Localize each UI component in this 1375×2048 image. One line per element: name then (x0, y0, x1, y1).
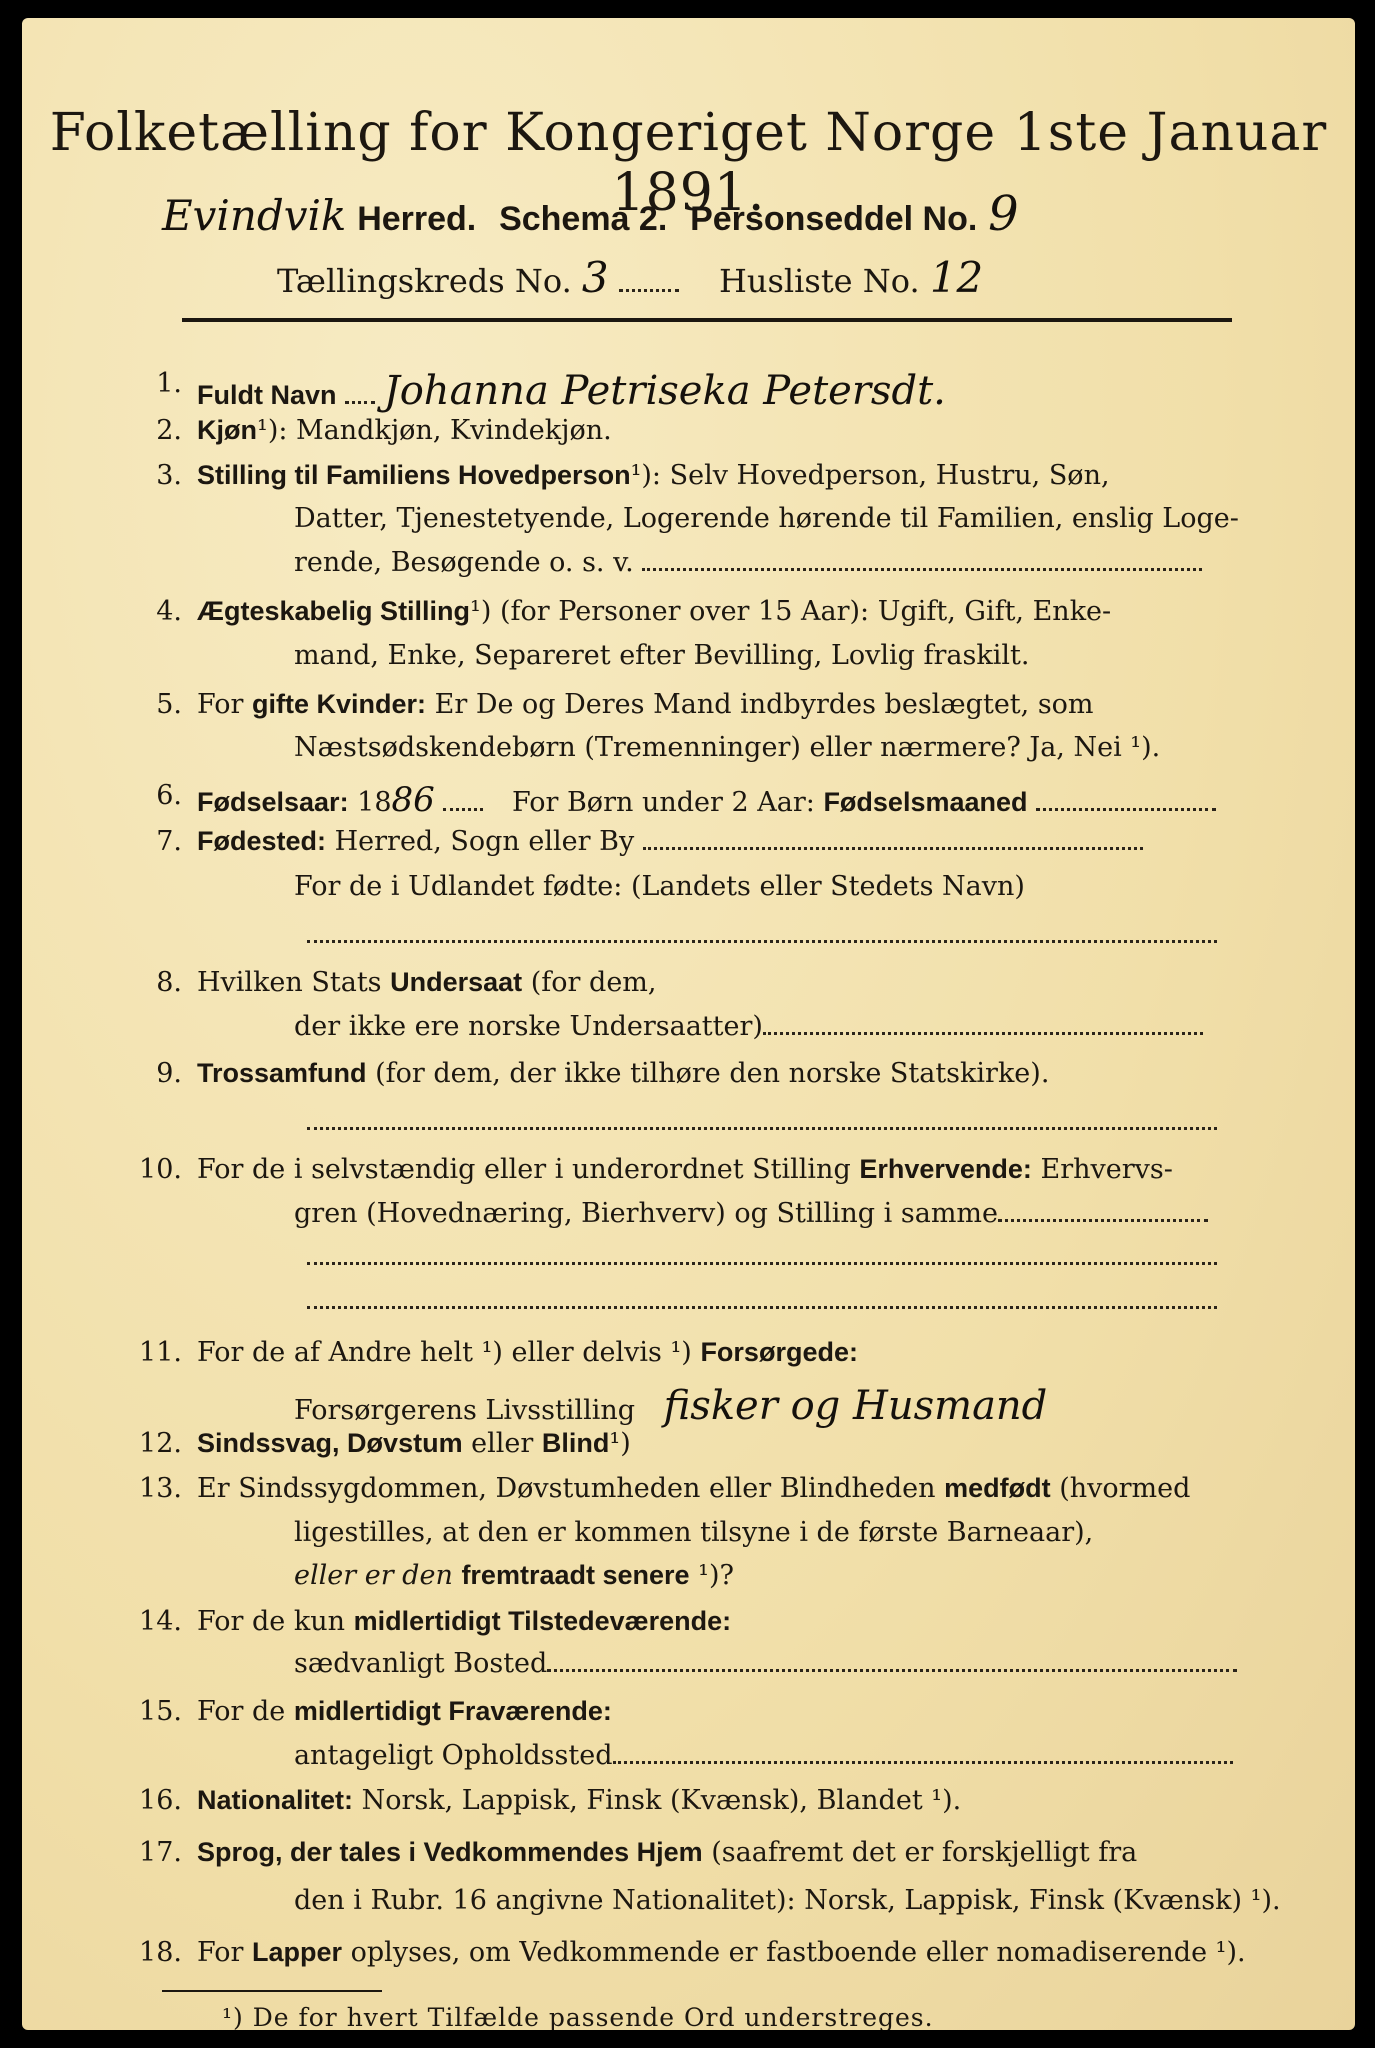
item-label: Fødselsaar: (197, 786, 349, 817)
census-form (22, 18, 1355, 2030)
item-4-line2: mand, Enke, Separeret efter Bevilling, Lovlig fraskilt. (294, 639, 1030, 671)
taellingskreds-label: Tællingskreds No. (277, 262, 572, 300)
item-5-line2: Næstsødskendebørn (Tremenninger) eller nærmere? Ja, Nei ¹). (294, 732, 1161, 764)
item-number: 1. (156, 368, 182, 400)
personseddel-number: 9 (988, 186, 1019, 242)
item-label: Fuldt Navn (197, 380, 337, 411)
item-3-line2: Datter, Tjenestetyende, Logerende hørende til Familien, enslig Loge- (294, 503, 1239, 535)
item-7-blank (307, 919, 1217, 950)
item-7: Fødested: Herred, Sogn eller By (197, 826, 1143, 857)
item-7-line2: For de i Udlandet fødte: (Landets eller Stedets Navn) (294, 871, 1025, 903)
footnote-rule (162, 1990, 382, 1992)
item-number: 3. (156, 459, 182, 491)
item-number: 16. (139, 1784, 182, 1816)
item-10: For de i selvstændig eller i underordnet Stilling Erhvervende: Erhvervs- (197, 1154, 1173, 1186)
item-number: 13. (139, 1473, 182, 1505)
item-10-line2: gren (Hovednæring, Bierhverv) og Stilling i samme (294, 1198, 1208, 1229)
item-13-line2: ligestilles, at den er kommen tilsyne i de første Barneaar), (294, 1516, 1094, 1548)
item-18: For Lapper oplyses, om Vedkommende er fastboende eller nomadiserende ¹). (197, 1936, 1246, 1968)
item-11: For de af Andre helt ¹) eller delvis ¹) Forsørgede: (197, 1336, 858, 1368)
herred-line (162, 186, 1019, 242)
item-12: Sindssvag, Døvstum eller Blind¹) (197, 1428, 631, 1460)
item-17: Sprog, der tales i Vedkommendes Hjem (saafremt det er forskjelligt fra (197, 1836, 1138, 1868)
provider-occupation-handwritten: fisker og Husmand (663, 1382, 1048, 1429)
header-rule (182, 318, 1232, 322)
item-5: For gifte Kvinder: Er De og Deres Mand indbyrdes beslægtet, som (197, 688, 1094, 720)
item-13-line3: eller er den fremtraadt senere ¹)? (294, 1560, 734, 1592)
item-number: 8. (156, 967, 182, 998)
item-label: Kjøn (197, 414, 257, 445)
item-label: Sprog, der tales i Vedkommendes Hjem (197, 1836, 703, 1867)
schema-label: Schema 2. (499, 200, 668, 238)
taellingskreds-number: 3 (581, 253, 609, 302)
item-number: 5. (156, 688, 182, 720)
husliste-label: Husliste No. (718, 262, 920, 300)
item-4 (197, 596, 1111, 627)
item-label: Stilling til Familiens Hovedperson (197, 459, 631, 490)
footnote: ¹) De for hvert Tilfælde passende Ord understreges. (222, 2002, 934, 2030)
item-number: 14. (139, 1606, 182, 1638)
item-17-line2: den i Rubr. 16 angivne Nationalitet): Norsk, Lappisk, Finsk (Kvænsk) ¹). (294, 1884, 1281, 1916)
item-1 (197, 368, 946, 414)
item-number: 11. (139, 1336, 182, 1368)
item-15-line2: antageligt Opholdssted (294, 1740, 1233, 1771)
item-3-line3: rende, Besøgende o. s. v. (294, 547, 1202, 578)
item-9-blank (307, 1106, 1217, 1137)
item-label: Forsørgede: (700, 1336, 858, 1367)
item-number: 12. (139, 1428, 182, 1460)
item-label: Trossamfund (197, 1058, 367, 1089)
item-label: Undersaat (390, 967, 523, 997)
item-label: gifte Kvinder: (252, 688, 427, 719)
item-10-blank2 (307, 1285, 1217, 1316)
birth-year-handwritten: 86 (391, 779, 435, 820)
full-name-handwritten: Johanna Petriseka Petersdt. (383, 368, 946, 415)
item-number: 15. (139, 1696, 182, 1728)
item-number: 17. (139, 1836, 182, 1868)
item-label: Lapper (252, 1936, 343, 1967)
item-number: 4. (156, 596, 182, 628)
item-label: Fødested: (197, 826, 327, 857)
item-8: Hvilken Stats Undersaat (for dem, (197, 967, 657, 998)
item-16: Nationalitet: Norsk, Lappisk, Finsk (Kvænsk), Blandet ¹). (197, 1784, 962, 1816)
item-text: Er De og Deres Mand indbyrdes beslægtet, som (434, 688, 1094, 720)
herred-label: Herred. (357, 200, 477, 238)
item-number: 9. (156, 1058, 182, 1090)
personseddel-label: Personseddel No. (690, 200, 978, 238)
husliste-number: 12 (929, 253, 984, 302)
item-label: Nationalitet: (197, 1784, 354, 1815)
item-11-line2: Forsørgerens Livsstilling fisker og Husmand (294, 1382, 1048, 1429)
item-2 (197, 415, 612, 446)
item-9: Trossamfund (for dem, der ikke tilhøre den norske Statskirke). (197, 1058, 1050, 1090)
item-label: Erhvervende: (859, 1154, 1032, 1185)
item-label: Sindssvag, Døvstum (197, 1428, 463, 1459)
herred-handwritten: Evindvik (162, 191, 347, 240)
item-14: For de kun midlertidigt Tilstedeværende: (197, 1606, 732, 1638)
item-14-line2: sædvanligt Bosted (294, 1648, 1237, 1679)
item-text: ¹) (for Personer over 15 Aar): Ugift, Gift, Enke- (470, 596, 1112, 628)
item-text: ¹): Selv Hovedperson, Hustru, Søn, (630, 459, 1110, 491)
item-3 (197, 460, 1110, 491)
item-label: midlertidigt Fraværende: (293, 1696, 612, 1727)
item-label: Ægteskabelig Stilling (197, 596, 471, 627)
item-text: ¹): Mandkjøn, Kvindekjøn. (257, 414, 612, 446)
item-number: 6. (156, 779, 182, 811)
taellingskreds-line (277, 253, 983, 302)
item-number: 7. (156, 826, 182, 858)
item-number: 18. (139, 1936, 182, 1968)
item-8-line2: der ikke ere norske Undersaatter) (294, 1011, 1203, 1042)
item-6: Fødselsaar: 1886 For Børn under 2 Aar: Fødselsmaaned (197, 780, 1216, 820)
item-10-blank1 (307, 1241, 1217, 1272)
item-13: Er Sindssygdommen, Døvstumheden eller Blindheden medfødt (hvormed (197, 1473, 1191, 1505)
form-title: Folketælling for Kongeriget Norge 1ste Januar 1891. (49, 103, 1328, 223)
item-number: 2. (156, 414, 182, 446)
item-label: medfødt (944, 1473, 1051, 1504)
item-label: midlertidigt Tilstedeværende: (353, 1606, 732, 1637)
item-number: 10. (139, 1154, 182, 1186)
item-15: For de midlertidigt Fraværende: (197, 1696, 612, 1728)
